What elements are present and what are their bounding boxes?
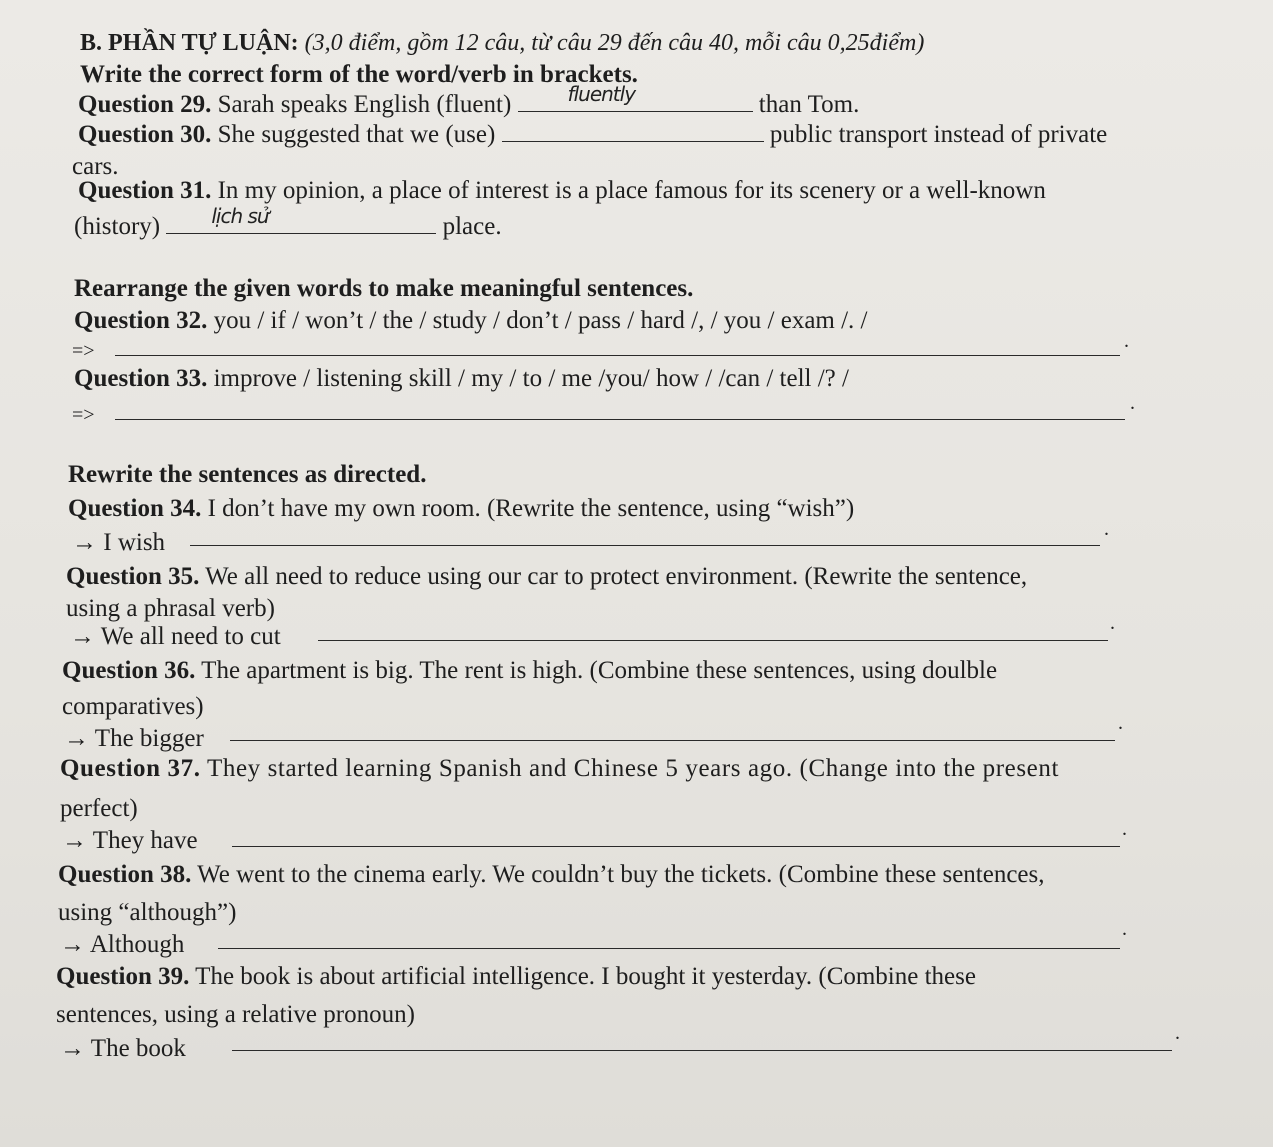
question-37-cont: perfect)	[60, 795, 138, 822]
part3-instruction: Rewrite the sentences as directed.	[68, 461, 427, 488]
answer-line-39[interactable]	[232, 1050, 1172, 1051]
question-39-cont: sentences, using a relative pronoun)	[56, 1001, 415, 1028]
period-mark: .	[1122, 818, 1127, 840]
question-39	[56, 962, 976, 992]
question-30-cont: cars.	[72, 153, 119, 180]
question-label: Question 37.	[60, 755, 201, 782]
question-label: Question 35.	[66, 563, 200, 590]
question-34	[68, 494, 854, 524]
question-text: I don’t have my own room. (Rewrite the sentence, using “wish”)	[207, 495, 855, 522]
answer-line-38[interactable]	[218, 948, 1120, 949]
section-subtitle: (3,0 điểm, gồm 12 câu, từ câu 29 đến câu 40, mỗi câu 0,25điểm)	[304, 30, 925, 56]
answer-line-37[interactable]	[232, 846, 1120, 847]
question-label: Question 33.	[74, 365, 208, 392]
answer-start-37: → They have	[62, 827, 198, 854]
period-mark: .	[1122, 918, 1127, 940]
period-mark: .	[1110, 612, 1115, 634]
answer-blank-30[interactable]	[502, 121, 764, 142]
answer-arrow-33: =>	[72, 404, 95, 426]
question-text: The apartment is big. The rent is high. (Combine these sentences, using doulble	[201, 657, 998, 684]
question-text: She suggested that we (use)	[217, 121, 496, 148]
question-text: We went to the cinema early. We couldn’t buy the tickets. (Combine these sentences,	[197, 861, 1045, 888]
question-label: Question 38.	[58, 861, 192, 888]
question-text-after: place.	[442, 213, 502, 240]
question-29	[78, 82, 860, 120]
question-text: you / if / won’t / the / study / don’t / pass / hard /, / you / exam /. /	[213, 307, 868, 334]
part1-instruction: Write the correct form of the word/verb in brackets.	[80, 61, 638, 88]
question-label: Question 30.	[78, 121, 212, 148]
answer-line-34[interactable]	[190, 545, 1100, 546]
part2-instruction: Rearrange the given words to make meaningful sentences.	[74, 275, 694, 302]
answer-start-35: → We all need to cut	[70, 623, 281, 650]
question-36	[62, 656, 997, 686]
question-35	[66, 562, 1027, 592]
question-text: The book is about artificial intelligence. I bought it yesterday. (Combine these	[195, 963, 976, 990]
period-mark: .	[1124, 330, 1129, 352]
question-37	[60, 754, 1059, 784]
question-36-cont: comparatives)	[62, 693, 204, 720]
question-text: Sarah speaks English (fluent)	[217, 91, 512, 118]
question-35-cont: using a phrasal verb)	[66, 595, 275, 622]
answer-arrow-32: =>	[72, 340, 95, 362]
answer-blank-29[interactable]	[518, 82, 753, 112]
question-text: They started learning Spanish and Chinese 5 years ago. (Change into the present	[206, 755, 1060, 782]
question-label: Question 29.	[78, 91, 212, 118]
question-label: Question 34.	[68, 495, 202, 522]
section-title: B. PHẦN TỰ LUẬN:	[80, 30, 299, 56]
question-label: Question 31.	[78, 177, 212, 204]
question-text-after: public transport instead of private	[769, 121, 1108, 148]
question-text-after: than Tom.	[758, 91, 860, 118]
question-30	[78, 120, 1107, 150]
period-mark: .	[1175, 1022, 1180, 1044]
period-mark: .	[1118, 712, 1123, 734]
handwritten-answer: lịch sử	[211, 204, 269, 228]
answer-line-33[interactable]	[115, 419, 1125, 420]
answer-start-38: → Although	[60, 931, 185, 958]
answer-start-36: → The bigger	[64, 725, 204, 752]
question-33	[74, 364, 849, 394]
question-label: Question 36.	[62, 657, 196, 684]
question-text: We all need to reduce using our car to protect environment. (Rewrite the sentence,	[205, 563, 1028, 590]
answer-blank-31[interactable]	[166, 204, 436, 234]
period-mark: .	[1130, 392, 1135, 414]
answer-line-32[interactable]	[115, 355, 1120, 356]
question-38	[58, 860, 1045, 890]
question-text: In my opinion, a place of interest is a place famous for its scenery or a well-known	[217, 177, 1046, 204]
answer-start-34: → I wish	[72, 529, 166, 556]
question-text: (history)	[74, 213, 161, 240]
period-mark: .	[1104, 518, 1109, 540]
question-31-cont	[74, 204, 502, 242]
answer-line-36[interactable]	[230, 740, 1115, 741]
question-38-cont: using “although”)	[58, 899, 237, 926]
answer-start-39: → The book	[60, 1035, 186, 1062]
question-label: Question 32.	[74, 307, 208, 334]
question-text: improve / listening skill / my / to / me /you/ how / /can / tell /? /	[213, 365, 849, 392]
handwritten-answer: fluently	[567, 82, 636, 106]
question-32	[74, 306, 868, 336]
section-heading	[80, 28, 924, 58]
question-label: Question 39.	[56, 963, 190, 990]
answer-line-35[interactable]	[318, 640, 1108, 641]
